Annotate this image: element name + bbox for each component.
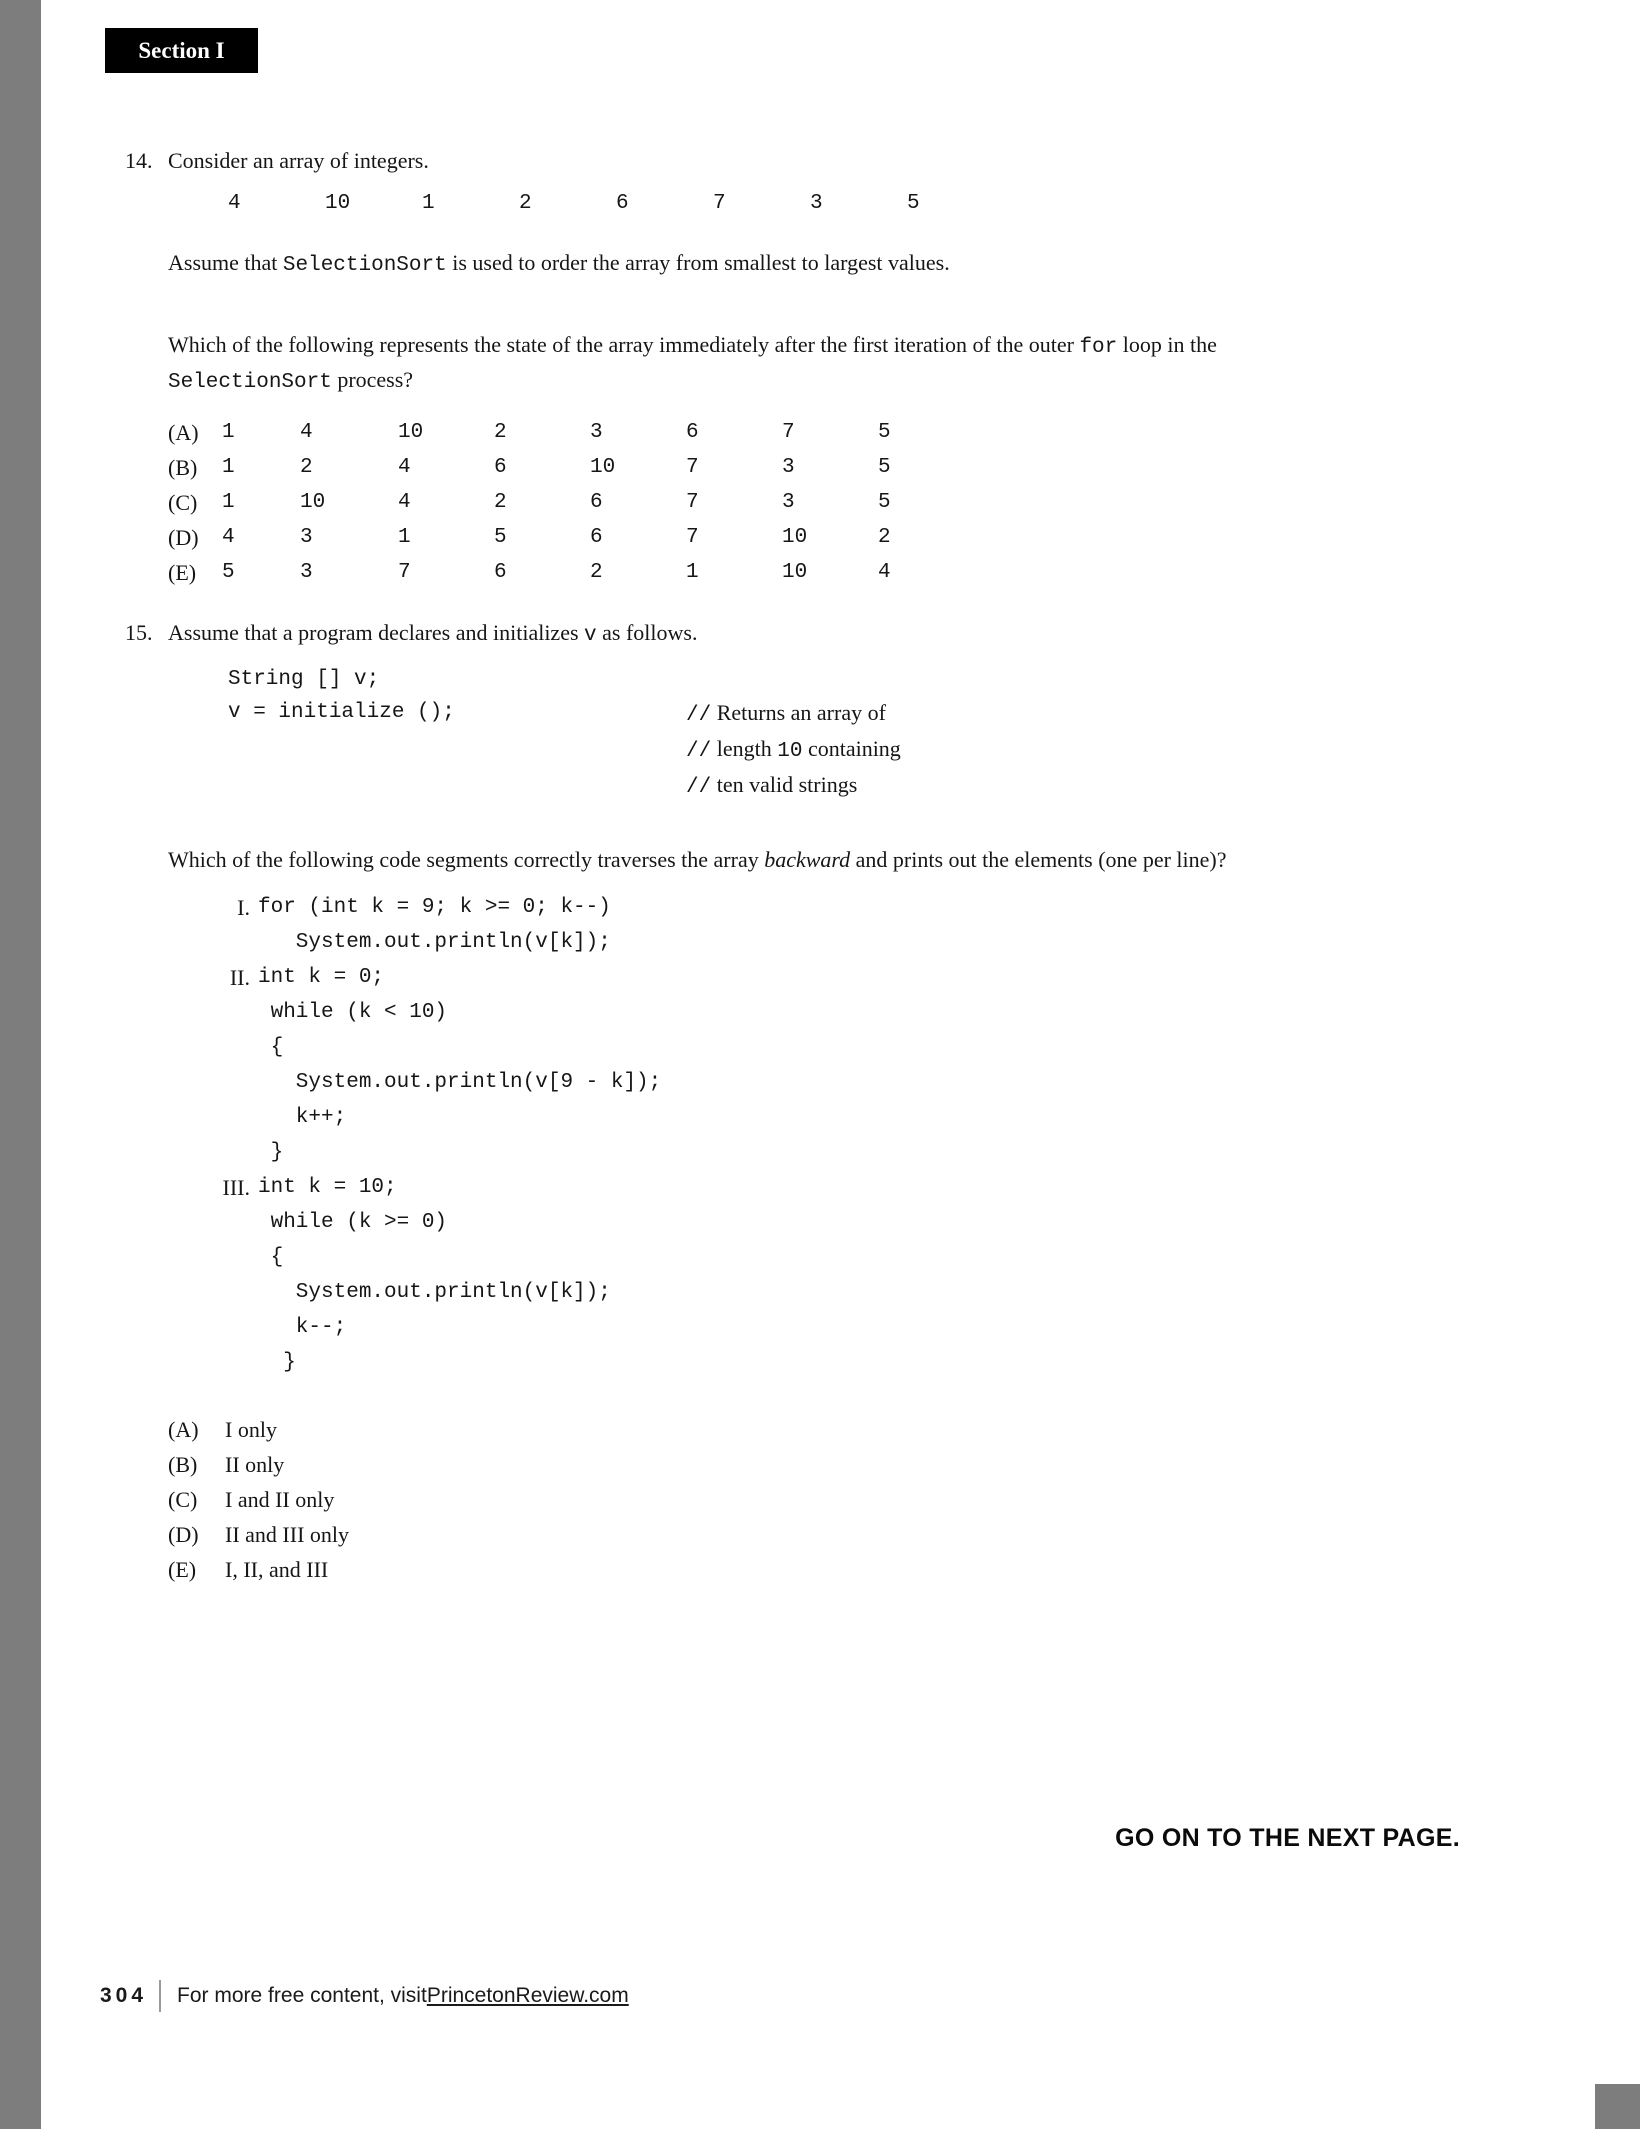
code-line: System.out.println(v[k]); (258, 931, 611, 954)
go-on-instruction: GO ON TO THE NEXT PAGE. (1115, 1824, 1460, 1852)
segment-code (258, 960, 661, 1170)
choice-label: (B) (168, 455, 198, 480)
choice-value: 10 (782, 526, 808, 549)
code-segment-1 (168, 890, 1428, 960)
text-run: Assume that a program declares and initializes (168, 620, 585, 645)
choice-value: 10 (782, 561, 808, 584)
choice-row-a (168, 1412, 1428, 1447)
comment-marker: // (686, 704, 712, 727)
choice-label: (E) (168, 1557, 197, 1582)
choice-value: 2 (300, 456, 313, 479)
code-line: k--; (258, 1316, 347, 1339)
choice-value: 6 (590, 526, 603, 549)
choice-label: (A) (168, 420, 199, 445)
choice-value: 6 (590, 491, 603, 514)
comment-line (686, 732, 901, 768)
code-segments (168, 890, 1428, 1380)
code-line: while (k >= 0) (258, 1211, 448, 1234)
question-14-body (168, 146, 1428, 590)
choice-label: (D) (168, 1522, 199, 1547)
choice-row-c (168, 1482, 1428, 1517)
q14-question-line-1 (168, 329, 1428, 364)
code-line: int k = 10; (258, 1176, 397, 1199)
choice-value: 10 (590, 456, 616, 479)
choice-value: 4 (222, 526, 235, 549)
choice-text: I only (225, 1417, 277, 1442)
choice-label: (C) (168, 490, 198, 515)
text-run: is used to order the array from smallest to largest values. (446, 250, 950, 275)
question-15-body (168, 618, 1428, 1587)
q14-array-row (168, 190, 1428, 218)
segment-code (258, 890, 611, 960)
choice-row-b (168, 1447, 1428, 1482)
segment-numeral: II. (229, 965, 250, 990)
array-value: 7 (713, 192, 726, 215)
text-run: Which of the following code segments correctly traverses the array (168, 847, 765, 872)
code-line: v = initialize (); (228, 701, 455, 724)
page-footer (100, 1980, 629, 2012)
q14-choices (168, 415, 1428, 590)
choice-text: II and III only (225, 1522, 350, 1547)
array-value: 2 (519, 192, 532, 215)
code-line: { (258, 1036, 284, 1059)
choice-value: 3 (782, 491, 795, 514)
choice-value: 7 (686, 456, 699, 479)
choice-row-b (168, 450, 1428, 485)
declaration-code (228, 663, 686, 804)
comment-text: length (711, 736, 778, 761)
code-run: v (584, 624, 597, 647)
choice-value: 2 (590, 561, 603, 584)
choice-value: 6 (494, 561, 507, 584)
section-banner (105, 28, 258, 73)
code-run: SelectionSort (282, 254, 447, 277)
question-14-number: 14. (125, 148, 153, 173)
choice-row-e (168, 1552, 1428, 1587)
code-line: } (258, 1351, 296, 1374)
q14-question-line-2 (168, 364, 1428, 399)
page-number: 304 (100, 1984, 148, 2007)
choice-value: 5 (878, 421, 891, 444)
choice-value: 7 (686, 526, 699, 549)
footer-divider (159, 1980, 161, 2012)
choice-label: (B) (168, 1452, 198, 1477)
comment-text: ten valid strings (711, 772, 858, 797)
code-line: for (int k = 9; k >= 0; k--) (258, 896, 611, 919)
array-value: 6 (616, 192, 629, 215)
emphasized-word: backward (764, 847, 851, 872)
text-run: loop in the (1117, 332, 1217, 357)
choice-value: 4 (398, 491, 411, 514)
choice-value: 1 (222, 491, 235, 514)
choice-value: 3 (590, 421, 603, 444)
q14-question-paragraph (168, 329, 1428, 399)
code-line: k++; (258, 1106, 347, 1129)
text-run: Assume that (168, 250, 283, 275)
question-14-stem: Consider an array of integers. (168, 148, 429, 173)
code-segment-2 (168, 960, 1428, 1170)
q15-choices (168, 1412, 1428, 1587)
declaration-comments (686, 696, 901, 804)
array-value: 3 (810, 192, 823, 215)
choice-value: 5 (494, 526, 507, 549)
code-run: SelectionSort (168, 371, 332, 394)
text-run: and prints out the elements (one per line)? (850, 847, 1227, 872)
comment-line (686, 768, 901, 804)
choice-value: 7 (686, 491, 699, 514)
choice-row-d (168, 1517, 1428, 1552)
choice-value: 3 (300, 526, 313, 549)
choice-value: 2 (494, 491, 507, 514)
bottom-right-gray-square (1595, 2084, 1640, 2129)
choice-value: 5 (222, 561, 235, 584)
text-run: Which of the following represents the state of the array immediately after the first iteration of the outer (168, 332, 1080, 357)
choice-text: I and II only (225, 1487, 335, 1512)
array-value: 5 (907, 192, 920, 215)
choice-value: 4 (398, 456, 411, 479)
left-gray-bar (0, 0, 41, 2129)
code-segment-3 (168, 1170, 1428, 1380)
choice-value: 4 (300, 421, 313, 444)
footer-link: PrincetonReview.com (426, 1984, 629, 2007)
comment-code: 10 (777, 740, 803, 763)
choice-text: II only (225, 1452, 285, 1477)
choice-label: (A) (168, 1417, 199, 1442)
question-15 (125, 618, 1435, 1587)
choice-value: 3 (782, 456, 795, 479)
question-15-number: 15. (125, 620, 153, 645)
array-value: 4 (228, 192, 241, 215)
question-14 (125, 146, 1435, 590)
code-line: System.out.println(v[k]); (258, 1281, 611, 1304)
array-value: 1 (422, 192, 435, 215)
choice-value: 10 (300, 491, 326, 514)
segment-code (258, 1170, 611, 1380)
choice-value: 3 (300, 561, 313, 584)
page-content (125, 146, 1435, 1587)
choice-value: 10 (398, 421, 424, 444)
choice-value: 6 (494, 456, 507, 479)
code-line: String [] v; (228, 668, 380, 691)
text-run: process? (331, 367, 414, 392)
choice-value: 7 (398, 561, 411, 584)
text-run: as follows. (596, 620, 698, 645)
code-line: System.out.println(v[9 - k]); (258, 1071, 662, 1094)
code-line: { (258, 1246, 284, 1269)
choice-value: 1 (398, 526, 411, 549)
comment-marker: // (686, 776, 712, 799)
segment-numeral: I. (237, 895, 250, 920)
question-15-stem (168, 618, 1428, 651)
code-line: while (k < 10) (258, 1001, 448, 1024)
section-label: Section I (138, 37, 225, 63)
choice-label: (D) (168, 525, 199, 550)
choice-value: 4 (878, 561, 891, 584)
choice-row-c (168, 485, 1428, 520)
choice-value: 7 (782, 421, 795, 444)
comment-marker: // (686, 740, 712, 763)
q14-assume-paragraph (168, 248, 1428, 281)
comment-text: Returns an array of (711, 700, 886, 725)
choice-value: 1 (222, 456, 235, 479)
code-line: int k = 0; (258, 966, 385, 989)
comment-line (686, 696, 901, 732)
choice-value: 1 (222, 421, 235, 444)
segment-numeral: III. (222, 1175, 250, 1200)
choice-value: 2 (494, 421, 507, 444)
q15-question-paragraph (168, 844, 1428, 876)
choice-row-e (168, 555, 1428, 590)
code-run: for (1079, 336, 1118, 359)
q15-declaration (168, 663, 1428, 804)
choice-value: 2 (878, 526, 891, 549)
choice-value: 5 (878, 491, 891, 514)
footer-text: For more free content, visit (177, 1984, 427, 2007)
array-value: 10 (325, 192, 351, 215)
choice-text: I, II, and III (225, 1557, 329, 1582)
comment-text: containing (802, 736, 901, 761)
choice-label: (C) (168, 1487, 198, 1512)
choice-value: 6 (686, 421, 699, 444)
choice-value: 5 (878, 456, 891, 479)
code-line: } (258, 1141, 284, 1164)
choice-row-a (168, 415, 1428, 450)
choice-row-d (168, 520, 1428, 555)
choice-value: 1 (686, 561, 699, 584)
choice-label: (E) (168, 560, 197, 585)
